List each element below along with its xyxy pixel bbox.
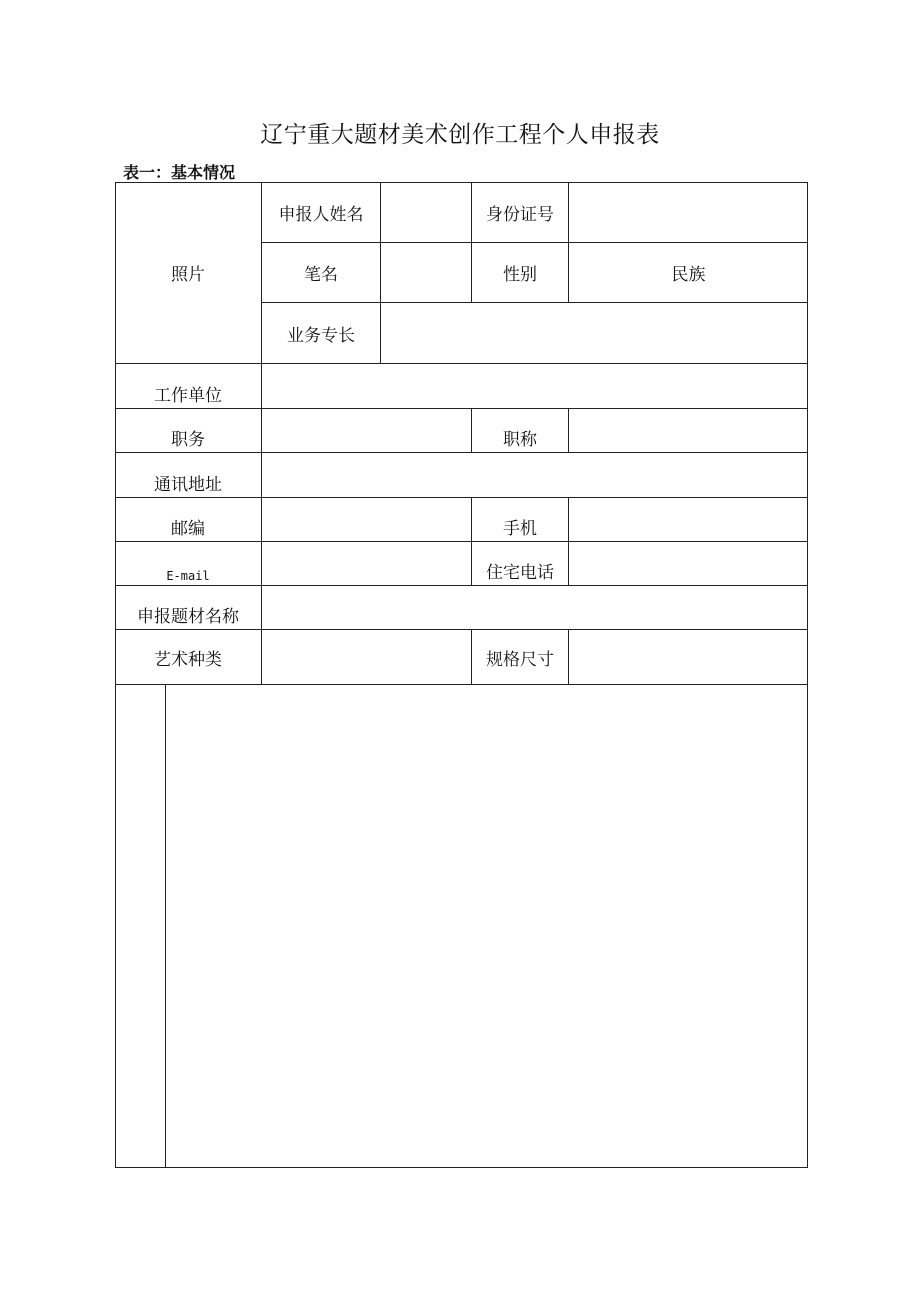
dimensions-field[interactable] [569, 630, 808, 684]
ethnicity-label: 民族 [671, 265, 706, 285]
gender-label: 性别 [503, 265, 537, 285]
specialty-field[interactable] [381, 303, 808, 363]
description-text-area[interactable] [166, 685, 807, 1167]
postcode-label: 邮编 [171, 519, 205, 539]
applicant-name-label: 申报人姓名 [278, 204, 364, 225]
position-field[interactable] [262, 409, 471, 452]
email-label: E-mail [166, 569, 210, 583]
art-type-field[interactable] [262, 630, 471, 684]
art-type-label: 艺术种类 [154, 649, 222, 670]
id-number-field[interactable] [569, 183, 808, 242]
photo-cell-label: 照片 [171, 265, 205, 285]
pen-name-field[interactable] [381, 243, 471, 302]
work-unit-label: 工作单位 [154, 386, 222, 406]
home-phone-field[interactable] [569, 542, 808, 585]
specialty-label: 业务专长 [287, 325, 355, 346]
section-heading: 表一：基本情况 [123, 163, 236, 182]
work-unit-field[interactable] [262, 364, 808, 408]
applicant-name-field[interactable] [381, 183, 471, 242]
document-title: 辽宁重大题材美术创作工程个人申报表 [260, 122, 660, 148]
email-field[interactable] [262, 542, 471, 585]
mobile-label: 手机 [503, 519, 537, 539]
side-label-column [116, 685, 165, 1167]
title-rank-label: 职称 [503, 430, 537, 450]
pen-name-label: 笔名 [304, 265, 338, 285]
home-phone-label: 住宅电话 [486, 563, 554, 583]
subject-name-field[interactable] [262, 586, 808, 629]
dimensions-label: 规格尺寸 [486, 649, 554, 670]
subject-name-label: 申报题材名称 [137, 607, 239, 627]
address-field[interactable] [262, 453, 808, 497]
position-label: 职务 [171, 430, 205, 450]
title-rank-field[interactable] [569, 409, 808, 452]
id-number-label: 身份证号 [486, 204, 554, 225]
mobile-field[interactable] [569, 498, 808, 541]
address-label: 通讯地址 [154, 475, 222, 495]
postcode-field[interactable] [262, 498, 471, 541]
